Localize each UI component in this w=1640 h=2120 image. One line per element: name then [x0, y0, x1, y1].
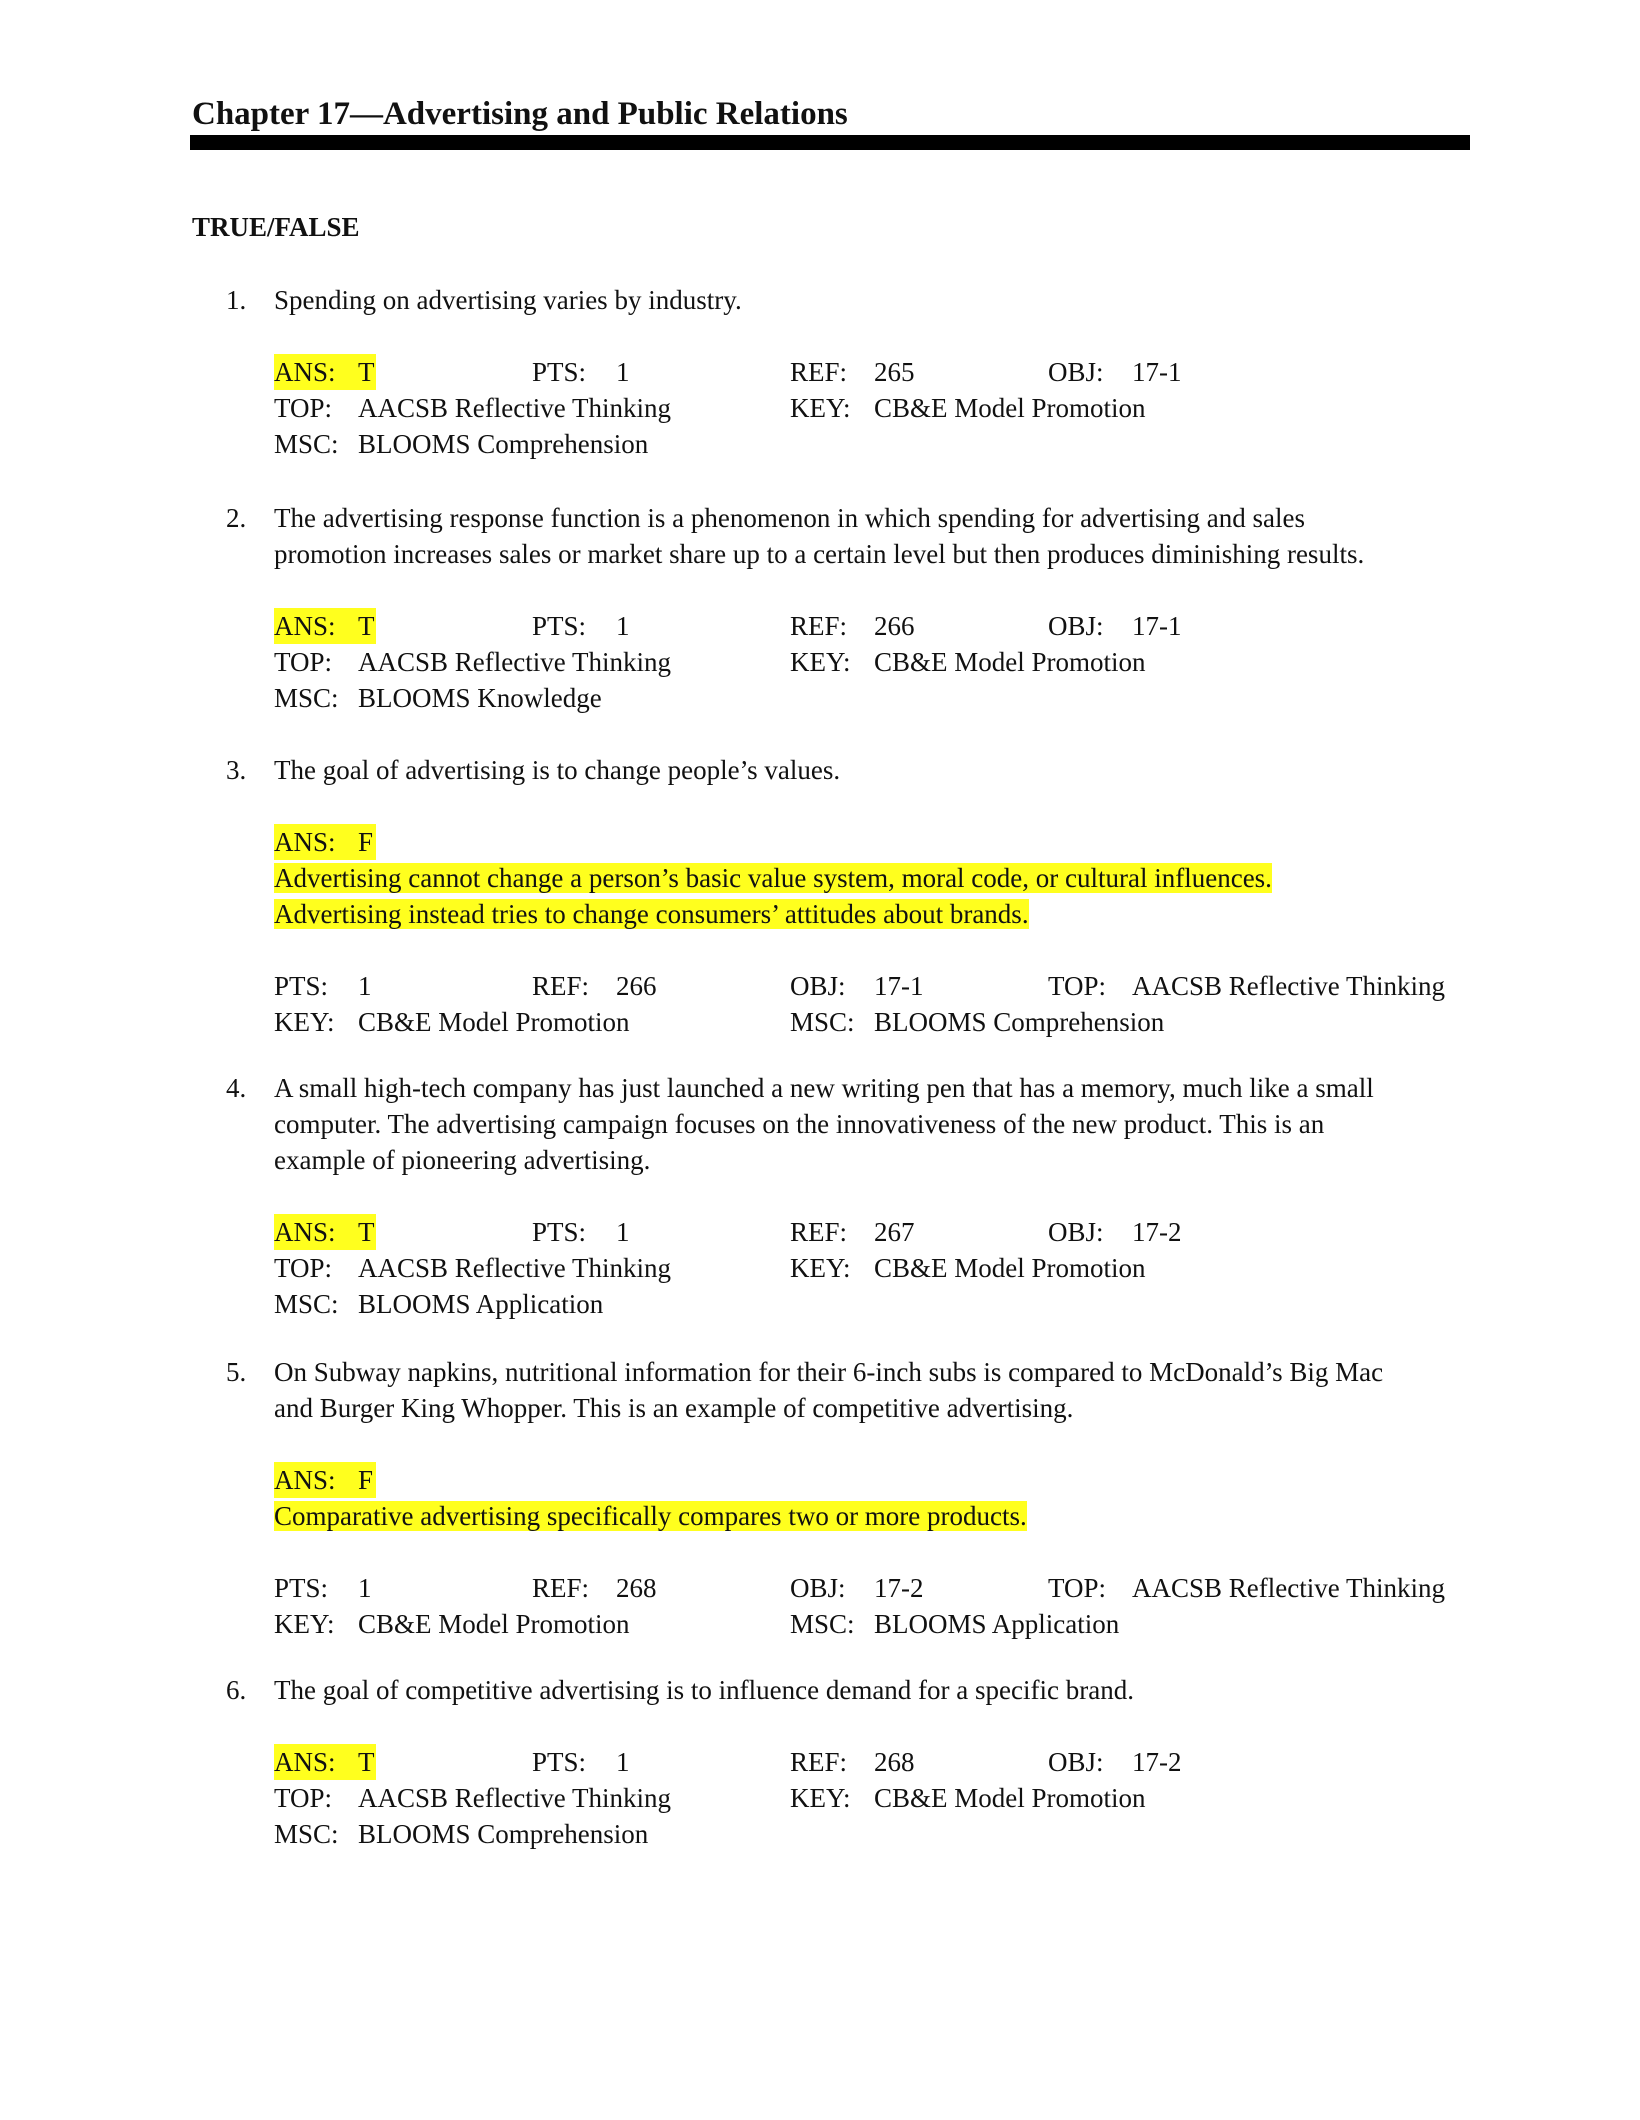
question-text-line: and Burger King Whopper. This is an example of competitive advertising. — [274, 1393, 1074, 1423]
ans-cell — [274, 824, 376, 860]
ans-label: ANS: — [274, 827, 336, 857]
top-label: TOP: — [274, 1783, 333, 1813]
answer-metadata — [274, 608, 1474, 716]
ref-cell — [790, 354, 915, 390]
answer-rationale-text: Advertising cannot change a person’s basic value system, moral code, or cultural influences. — [274, 863, 1272, 893]
top-value: AACSB Reflective Thinking — [358, 647, 671, 677]
obj-label: OBJ: — [1048, 1217, 1104, 1247]
key-value: CB&E Model Promotion — [874, 1783, 1146, 1813]
answer-highlight — [274, 1744, 376, 1780]
top-value: AACSB Reflective Thinking — [1132, 971, 1445, 1001]
metadata-row — [274, 1004, 1474, 1040]
question-text — [274, 500, 1474, 572]
pts-cell — [532, 1214, 630, 1250]
metadata-row — [274, 1744, 1474, 1780]
chapter-title: Chapter 17—Advertising and Public Relations — [192, 96, 848, 132]
key-cell — [274, 1606, 630, 1642]
question-number: 4. — [226, 1073, 247, 1103]
ref-label: REF: — [790, 1217, 848, 1247]
ref-cell — [790, 608, 915, 644]
top-label: TOP: — [274, 647, 333, 677]
question-text-line: The goal of advertising is to change people’s values. — [274, 755, 841, 785]
key-label: KEY: — [790, 647, 851, 677]
top-cell — [1048, 1570, 1445, 1606]
obj-value: 17-2 — [1132, 1217, 1182, 1247]
top-value: AACSB Reflective Thinking — [358, 393, 671, 423]
answer-highlight — [274, 354, 376, 390]
question-text-line: A small high-tech company has just launched a new writing pen that has a memory, much like a small — [274, 1073, 1374, 1103]
answer-highlight — [274, 824, 376, 860]
top-cell — [274, 390, 671, 426]
ans-label: ANS: — [274, 1747, 336, 1777]
obj-value: 17-2 — [874, 1573, 924, 1603]
metadata-row — [274, 608, 1474, 644]
top-label: TOP: — [274, 1253, 333, 1283]
msc-value: BLOOMS Application — [874, 1609, 1120, 1639]
top-value: AACSB Reflective Thinking — [1132, 1573, 1445, 1603]
msc-label: MSC: — [274, 1289, 339, 1319]
top-cell — [1048, 968, 1445, 1004]
question-text-line: promotion increases sales or market share up to a certain level but then produces diminishing results. — [274, 539, 1365, 569]
question-text-line: The goal of competitive advertising is to influence demand for a specific brand. — [274, 1675, 1134, 1705]
key-label: KEY: — [274, 1007, 335, 1037]
msc-value: BLOOMS Application — [358, 1289, 604, 1319]
answer-highlight — [274, 1214, 376, 1250]
ref-value: 265 — [874, 357, 915, 387]
key-label: KEY: — [790, 393, 851, 423]
top-value: AACSB Reflective Thinking — [358, 1253, 671, 1283]
msc-label: MSC: — [790, 1609, 855, 1639]
key-cell — [790, 1780, 1146, 1816]
section-heading: TRUE/FALSE — [192, 212, 360, 242]
obj-cell — [790, 1570, 924, 1606]
question-body — [274, 1354, 1474, 1642]
top-label: TOP: — [274, 393, 333, 423]
key-label: KEY: — [790, 1783, 851, 1813]
msc-cell — [274, 680, 602, 716]
pts-label: PTS: — [274, 1573, 329, 1603]
answer-metadata — [274, 824, 1474, 1040]
ans-label: ANS: — [274, 1465, 336, 1495]
answer-metadata — [274, 354, 1474, 462]
metadata-row — [274, 1214, 1474, 1250]
answer-rationale-line — [274, 1498, 1474, 1534]
ref-value: 267 — [874, 1217, 915, 1247]
metadata-row — [274, 390, 1474, 426]
msc-value: BLOOMS Comprehension — [874, 1007, 1165, 1037]
pts-value: 1 — [358, 971, 372, 1001]
question-text — [274, 282, 1474, 318]
question-number: 1. — [226, 285, 247, 315]
key-label: KEY: — [274, 1609, 335, 1639]
obj-cell — [1048, 354, 1182, 390]
answer-rationale-text: Comparative advertising specifically compares two or more products. — [274, 1501, 1027, 1531]
ans-cell — [274, 354, 376, 390]
question-body — [274, 500, 1474, 716]
ans-cell — [274, 1462, 376, 1498]
obj-label: OBJ: — [1048, 611, 1104, 641]
ref-label: REF: — [790, 611, 848, 641]
msc-cell — [790, 1606, 1119, 1642]
question-text — [274, 1070, 1474, 1178]
key-value: CB&E Model Promotion — [874, 1253, 1146, 1283]
question-text-line: example of pioneering advertising. — [274, 1145, 651, 1175]
ans-value: T — [358, 1747, 375, 1777]
ref-value: 268 — [874, 1747, 915, 1777]
msc-label: MSC: — [790, 1007, 855, 1037]
answer-highlight — [274, 608, 376, 644]
msc-cell — [274, 1816, 648, 1852]
question-text — [274, 1354, 1474, 1426]
metadata-row — [274, 1816, 1474, 1852]
question-number: 5. — [226, 1357, 247, 1387]
msc-label: MSC: — [274, 683, 339, 713]
question-text — [274, 1672, 1474, 1708]
ans-label: ANS: — [274, 357, 336, 387]
metadata-row — [274, 1570, 1474, 1606]
question-body — [274, 1672, 1474, 1852]
question-body — [274, 282, 1474, 462]
key-cell — [790, 390, 1146, 426]
metadata-row — [274, 1250, 1474, 1286]
answer-metadata — [274, 1744, 1474, 1852]
pts-cell — [274, 968, 372, 1004]
question-body — [274, 1070, 1474, 1322]
obj-cell — [790, 968, 924, 1004]
question-number: 3. — [226, 755, 247, 785]
pts-cell — [532, 1744, 630, 1780]
key-label: KEY: — [790, 1253, 851, 1283]
obj-value: 17-1 — [874, 971, 924, 1001]
top-label: TOP: — [1048, 1573, 1107, 1603]
key-cell — [790, 644, 1146, 680]
pts-label: PTS: — [532, 611, 587, 641]
obj-value: 17-2 — [1132, 1747, 1182, 1777]
metadata-row — [274, 1286, 1474, 1322]
key-value: CB&E Model Promotion — [358, 1007, 630, 1037]
obj-label: OBJ: — [1048, 357, 1104, 387]
key-value: CB&E Model Promotion — [358, 1609, 630, 1639]
ans-label: ANS: — [274, 1217, 336, 1247]
pts-value: 1 — [616, 1747, 630, 1777]
question-number: 2. — [226, 503, 247, 533]
ref-cell — [790, 1214, 915, 1250]
obj-cell — [1048, 608, 1182, 644]
pts-label: PTS: — [532, 357, 587, 387]
top-cell — [274, 1250, 671, 1286]
pts-cell — [532, 354, 630, 390]
question-text-line: computer. The advertising campaign focuses on the innovativeness of the new product. This is an — [274, 1109, 1325, 1139]
key-value: CB&E Model Promotion — [874, 393, 1146, 423]
key-cell — [274, 1004, 630, 1040]
question-text-line: The advertising response function is a phenomenon in which spending for advertising and sales — [274, 503, 1306, 533]
title-rule — [190, 135, 1470, 150]
answer-rationale-line — [274, 860, 1474, 896]
key-cell — [790, 1250, 1146, 1286]
ans-value: F — [358, 827, 374, 857]
pts-value: 1 — [616, 1217, 630, 1247]
obj-cell — [1048, 1744, 1182, 1780]
question-text-line: Spending on advertising varies by industry. — [274, 285, 742, 315]
ref-label: REF: — [532, 1573, 590, 1603]
answer-row — [274, 1462, 1474, 1498]
pts-value: 1 — [358, 1573, 372, 1603]
pts-cell — [274, 1570, 372, 1606]
question-text-line: On Subway napkins, nutritional information for their 6-inch subs is compared to McDonald’s Big Mac — [274, 1357, 1384, 1387]
msc-cell — [274, 1286, 603, 1322]
ref-value: 268 — [616, 1573, 657, 1603]
msc-cell — [274, 426, 648, 462]
metadata-row — [274, 1606, 1474, 1642]
msc-cell — [790, 1004, 1164, 1040]
question-body — [274, 752, 1474, 1040]
pts-cell — [532, 608, 630, 644]
ref-cell — [790, 1744, 915, 1780]
ref-label: REF: — [790, 1747, 848, 1777]
top-value: AACSB Reflective Thinking — [358, 1783, 671, 1813]
metadata-row — [274, 354, 1474, 390]
top-label: TOP: — [1048, 971, 1107, 1001]
ans-cell — [274, 1744, 376, 1780]
answer-row — [274, 824, 1474, 860]
pts-value: 1 — [616, 611, 630, 641]
key-value: CB&E Model Promotion — [874, 647, 1146, 677]
metadata-row — [274, 426, 1474, 462]
metadata-row — [274, 644, 1474, 680]
metadata-row — [274, 968, 1474, 1004]
pts-label: PTS: — [532, 1217, 587, 1247]
ans-cell — [274, 1214, 376, 1250]
msc-label: MSC: — [274, 429, 339, 459]
msc-value: BLOOMS Comprehension — [358, 1819, 649, 1849]
top-cell — [274, 644, 671, 680]
ans-label: ANS: — [274, 611, 336, 641]
ref-label: REF: — [790, 357, 848, 387]
answer-metadata — [274, 1462, 1474, 1642]
ans-cell — [274, 608, 376, 644]
obj-cell — [1048, 1214, 1182, 1250]
answer-metadata — [274, 1214, 1474, 1322]
ref-label: REF: — [532, 971, 590, 1001]
ref-cell — [532, 1570, 657, 1606]
question-number: 6. — [226, 1675, 247, 1705]
pts-value: 1 — [616, 357, 630, 387]
top-cell — [274, 1780, 671, 1816]
obj-value: 17-1 — [1132, 357, 1182, 387]
pts-label: PTS: — [274, 971, 329, 1001]
ref-value: 266 — [874, 611, 915, 641]
metadata-row — [274, 680, 1474, 716]
msc-value: BLOOMS Comprehension — [358, 429, 649, 459]
obj-label: OBJ: — [790, 1573, 846, 1603]
obj-value: 17-1 — [1132, 611, 1182, 641]
msc-value: BLOOMS Knowledge — [358, 683, 602, 713]
ref-cell — [532, 968, 657, 1004]
metadata-row — [274, 1780, 1474, 1816]
ans-value: T — [358, 611, 375, 641]
pts-label: PTS: — [532, 1747, 587, 1777]
obj-label: OBJ: — [1048, 1747, 1104, 1777]
question-text — [274, 752, 1474, 788]
answer-highlight — [274, 1462, 376, 1498]
msc-label: MSC: — [274, 1819, 339, 1849]
ans-value: F — [358, 1465, 374, 1495]
ans-value: T — [358, 1217, 375, 1247]
ans-value: T — [358, 357, 375, 387]
answer-rationale-text: Advertising instead tries to change consumers’ attitudes about brands. — [274, 899, 1029, 929]
answer-rationale-line — [274, 896, 1474, 932]
obj-label: OBJ: — [790, 971, 846, 1001]
ref-value: 266 — [616, 971, 657, 1001]
